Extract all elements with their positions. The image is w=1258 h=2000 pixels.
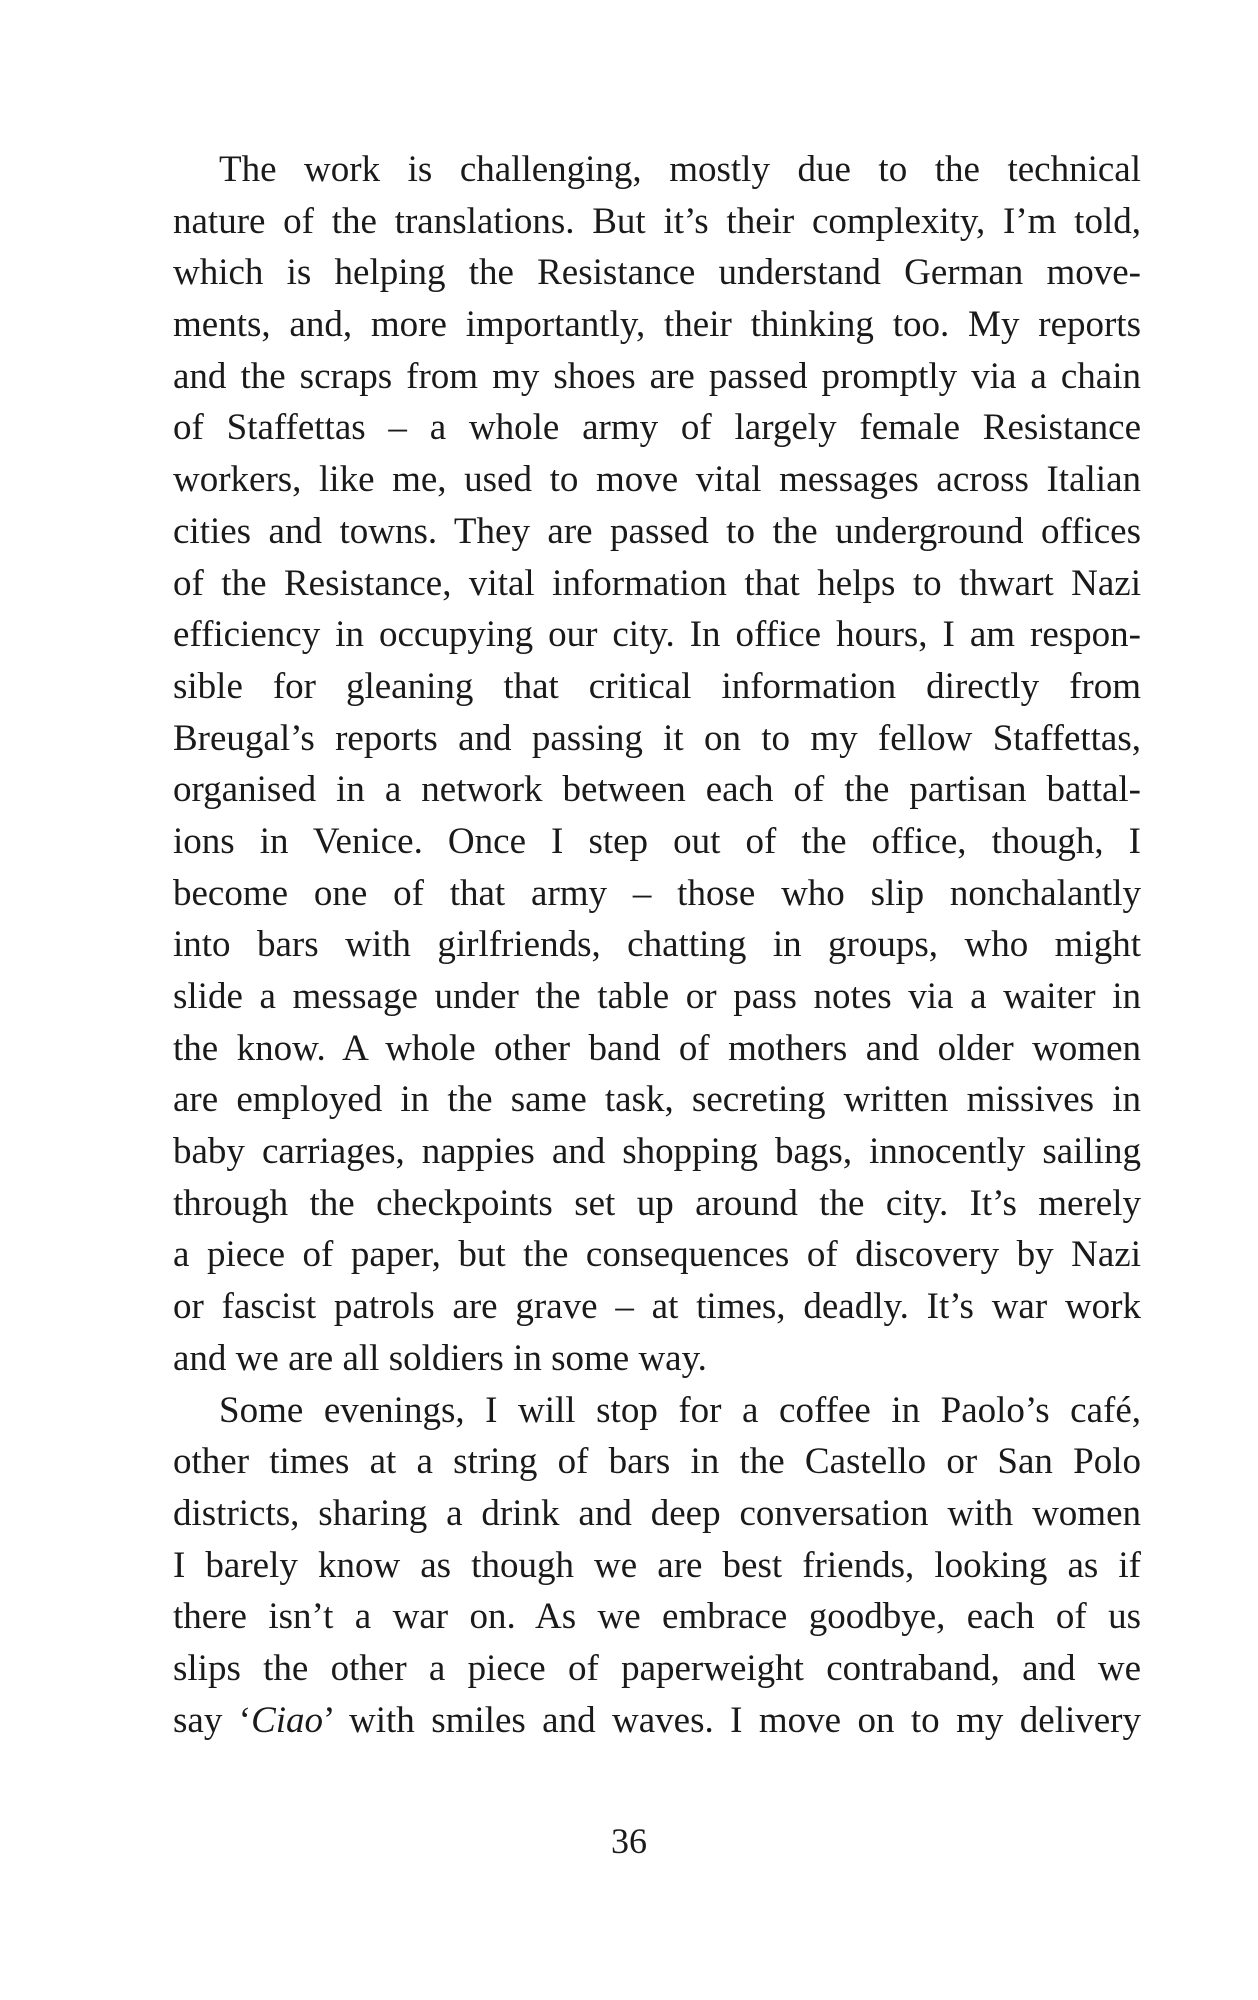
text-line: into bars with girlfriends, chatting in groups, who might (173, 924, 1141, 966)
text-line: say ‘Ciao’ with smiles and waves. I move on to my delivery (173, 1699, 1141, 1741)
text-line: there isn’t a war on. As we embrace goodbye, each of us (173, 1596, 1141, 1638)
text-line: slide a message under the table or pass notes via a waiter in (173, 976, 1141, 1017)
text-line: and we are all soldiers in some way. (173, 1337, 707, 1379)
text-line: cities and towns. They are passed to the underground offices (173, 510, 1141, 552)
text-line: baby carriages, nappies and shopping bags, innocently sailing (173, 1131, 1141, 1173)
text-line: ions in Venice. Once I step out of the office, though, I (173, 820, 1141, 862)
paragraph (173, 1385, 1141, 1747)
text-line: the know. A whole other band of mothers and older women (173, 1027, 1141, 1069)
text-line: organised in a network between each of the partisan battal- (173, 769, 1141, 811)
text-line: slips the other a piece of paperweight contraband, and we (173, 1647, 1141, 1689)
text-line: Some evenings, I will stop for a coffee in Paolo’s café, (219, 1389, 1141, 1431)
text-line: which is helping the Resistance understand German move- (173, 252, 1141, 294)
text-line: ments, and, more importantly, their thinking too. My reports (173, 304, 1141, 346)
text-line: efficiency in occupying our city. In office hours, I am respon- (173, 614, 1141, 656)
text-line: are employed in the same task, secreting written missives in (173, 1079, 1141, 1121)
page-number: 36 (611, 1821, 647, 1861)
text-line: or fascist patrols are grave – at times, deadly. It’s war work (173, 1286, 1141, 1328)
paragraph (173, 144, 1141, 1385)
text-line: of the Resistance, vital information that helps to thwart Nazi (173, 562, 1141, 604)
text-line: become one of that army – those who slip nonchalantly (173, 872, 1141, 914)
text-line: and the scraps from my shoes are passed promptly via a chain (173, 355, 1141, 397)
text-line: I barely know as though we are best friends, looking as if (173, 1544, 1141, 1586)
text-line: The work is challenging, mostly due to the technical (219, 149, 1141, 190)
text-line: Breugal’s reports and passing it on to my fellow Staffettas, (173, 717, 1141, 759)
text-line: a piece of paper, but the consequences of discovery by Nazi (173, 1234, 1141, 1276)
text-line: nature of the translations. But it’s their complexity, I’m told, (173, 200, 1141, 242)
text-line: of Staffettas – a whole army of largely female Resistance (173, 407, 1141, 449)
text-line: other times at a string of bars in the Castello or San Polo (173, 1441, 1141, 1483)
text-line: through the checkpoints set up around the city. It’s merely (173, 1182, 1141, 1224)
text-line: workers, like me, used to move vital messages across Italian (173, 459, 1141, 501)
body-text (173, 144, 1141, 1746)
text-line: sible for gleaning that critical information directly from (173, 665, 1141, 707)
text-line: districts, sharing a drink and deep conversation with women (173, 1492, 1141, 1534)
